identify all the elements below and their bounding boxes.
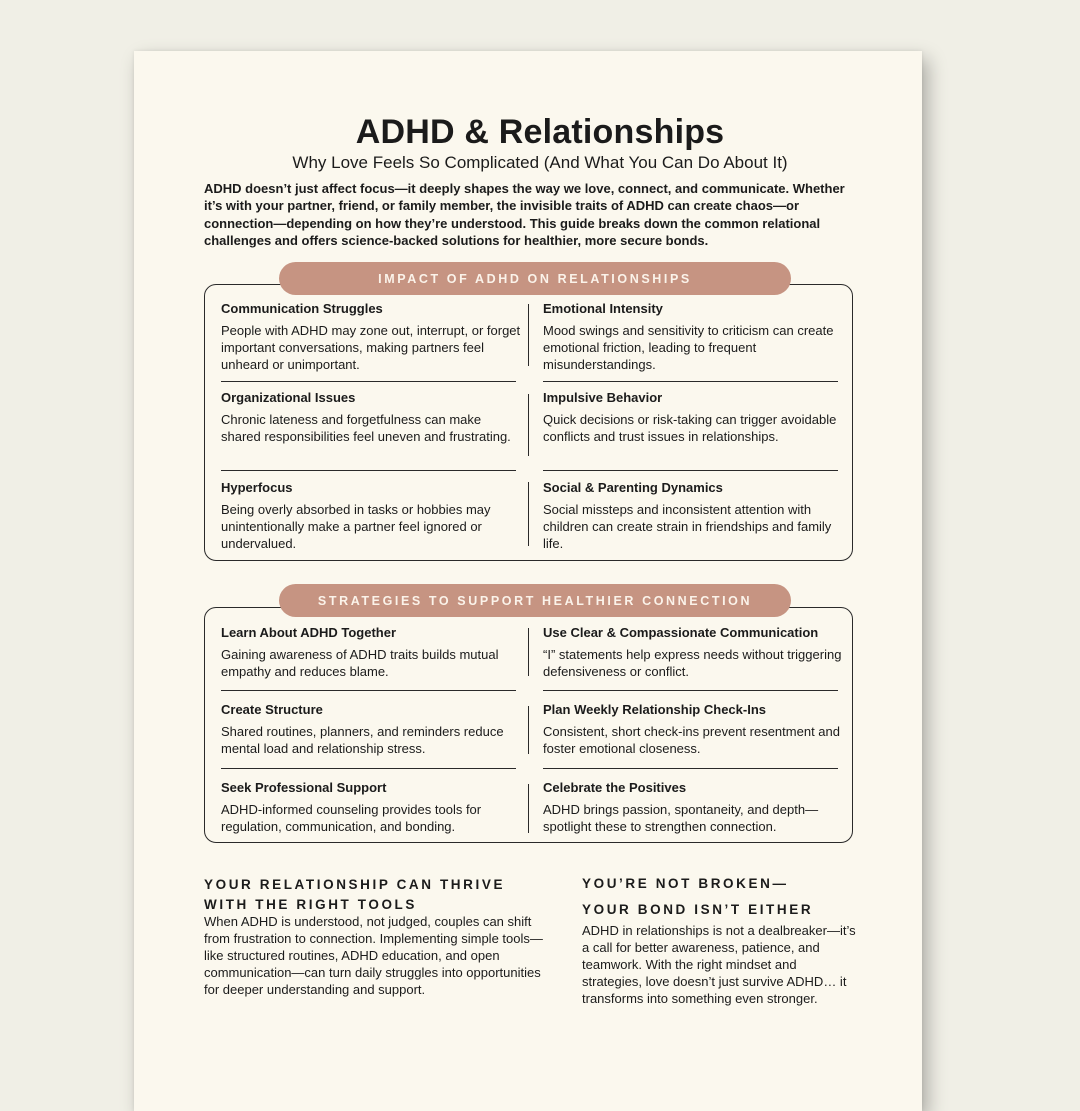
item-text: Gaining awareness of ADHD traits builds mutual empathy and reduces blame. — [221, 647, 499, 679]
impact-item-organizational — [221, 390, 521, 445]
strategy-item-communication — [543, 625, 843, 680]
strategy-item-structure — [221, 702, 521, 757]
item-text: “I” statements help express needs without triggering defensiveness or conflict. — [543, 647, 842, 679]
item-title: Hyperfocus — [221, 480, 293, 495]
item-title: Social & Parenting Dynamics — [543, 480, 723, 495]
item-title: Learn About ADHD Together — [221, 625, 397, 640]
column-divider — [528, 628, 529, 676]
strategy-item-checkins — [543, 702, 843, 757]
row-divider — [221, 768, 516, 769]
impact-item-emotional — [543, 301, 843, 373]
impact-item-communication — [221, 301, 521, 373]
item-title: Celebrate the Positives — [543, 780, 687, 795]
item-text: Shared routines, planners, and reminders reduce mental load and relationship stress. — [221, 724, 504, 756]
item-title: Plan Weekly Relationship Check-Ins — [543, 702, 766, 717]
row-divider — [543, 768, 838, 769]
row-divider — [543, 470, 838, 471]
impact-item-social — [543, 480, 843, 552]
item-text: Being overly absorbed in tasks or hobbies may unintentionally make a partner feel ignored or undervalued. — [221, 502, 491, 551]
item-title: Organizational Issues — [221, 390, 356, 405]
item-text: ADHD brings passion, spontaneity, and depth—spotlight these to strengthen connection. — [543, 802, 819, 834]
row-divider — [221, 470, 516, 471]
row-divider — [221, 381, 516, 382]
strategies-section-label: STRATEGIES TO SUPPORT HEALTHIER CONNECTION — [279, 584, 791, 617]
footer-left-text: When ADHD is understood, not judged, couples can shift from frustration to connection. Implementing simple tools—like structured routines, ADHD education, and open communication—can turn daily struggles into opportunities for deeper understanding and support. — [204, 914, 543, 997]
item-text: Social missteps and inconsistent attention with children can create strain in friendships and family life. — [543, 502, 832, 551]
item-text: Chronic lateness and forgetfulness can make shared responsibilities feel uneven and frustrating. — [221, 412, 511, 444]
item-title: Seek Professional Support — [221, 780, 387, 795]
intro-paragraph: ADHD doesn’t just affect focus—it deeply shapes the way we love, connect, and communicate. Whether it’s with your partner, friend, or family member, the invisible traits of ADHD can create chaos—or connection—depending on how they’re understood. This guide breaks down the common relational challenges and offers science-backed solutions for healthier, more secure bonds. — [204, 181, 845, 249]
column-divider — [528, 304, 529, 366]
row-divider — [543, 690, 838, 691]
impact-section-label: IMPACT OF ADHD ON RELATIONSHIPS — [279, 262, 791, 295]
item-title: Communication Struggles — [221, 301, 383, 316]
footer-right-heading-line1: YOU’RE NOT BROKEN— — [582, 876, 789, 891]
footer-left-heading: YOUR RELATIONSHIP CAN THRIVE WITH THE RIGHT TOOLS — [204, 877, 506, 912]
item-title: Use Clear & Compassionate Communication — [543, 625, 819, 640]
footer-right-heading-line2: YOUR BOND ISN’T EITHER — [582, 902, 814, 917]
strategy-item-learn — [221, 625, 521, 680]
strategy-item-positives — [543, 780, 843, 835]
item-text: Consistent, short check-ins prevent resentment and foster emotional closeness. — [543, 724, 840, 756]
footer-right-text: ADHD in relationships is not a dealbreaker—it’s a call for better awareness, patience, and teamwork. With the right mindset and strategies, love doesn’t just survive ADHD… it transforms into something even stronger. — [582, 923, 856, 1006]
row-divider — [221, 690, 516, 691]
impact-item-impulsive — [543, 390, 843, 445]
page-title: ADHD & Relationships — [355, 113, 725, 151]
item-text: ADHD-informed counseling provides tools for regulation, communication, and bonding. — [221, 802, 482, 834]
item-text: Quick decisions or risk-taking can trigger avoidable conflicts and trust issues in relationships. — [543, 412, 837, 444]
column-divider — [528, 706, 529, 754]
row-divider — [543, 381, 838, 382]
item-title: Impulsive Behavior — [543, 390, 663, 405]
column-divider — [528, 482, 529, 546]
column-divider — [528, 784, 529, 833]
item-title: Emotional Intensity — [543, 301, 663, 316]
page-subtitle: Why Love Feels So Complicated (And What You Can Do About It) — [292, 153, 788, 172]
column-divider — [528, 394, 529, 456]
item-text: People with ADHD may zone out, interrupt, or forget important conversations, making partners feel unheard or unimportant. — [221, 323, 521, 372]
strategy-item-professional — [221, 780, 521, 835]
item-title: Create Structure — [221, 702, 323, 717]
item-text: Mood swings and sensitivity to criticism can create emotional friction, leading to frequent misunderstandings. — [543, 323, 834, 372]
impact-item-hyperfocus — [221, 480, 521, 552]
